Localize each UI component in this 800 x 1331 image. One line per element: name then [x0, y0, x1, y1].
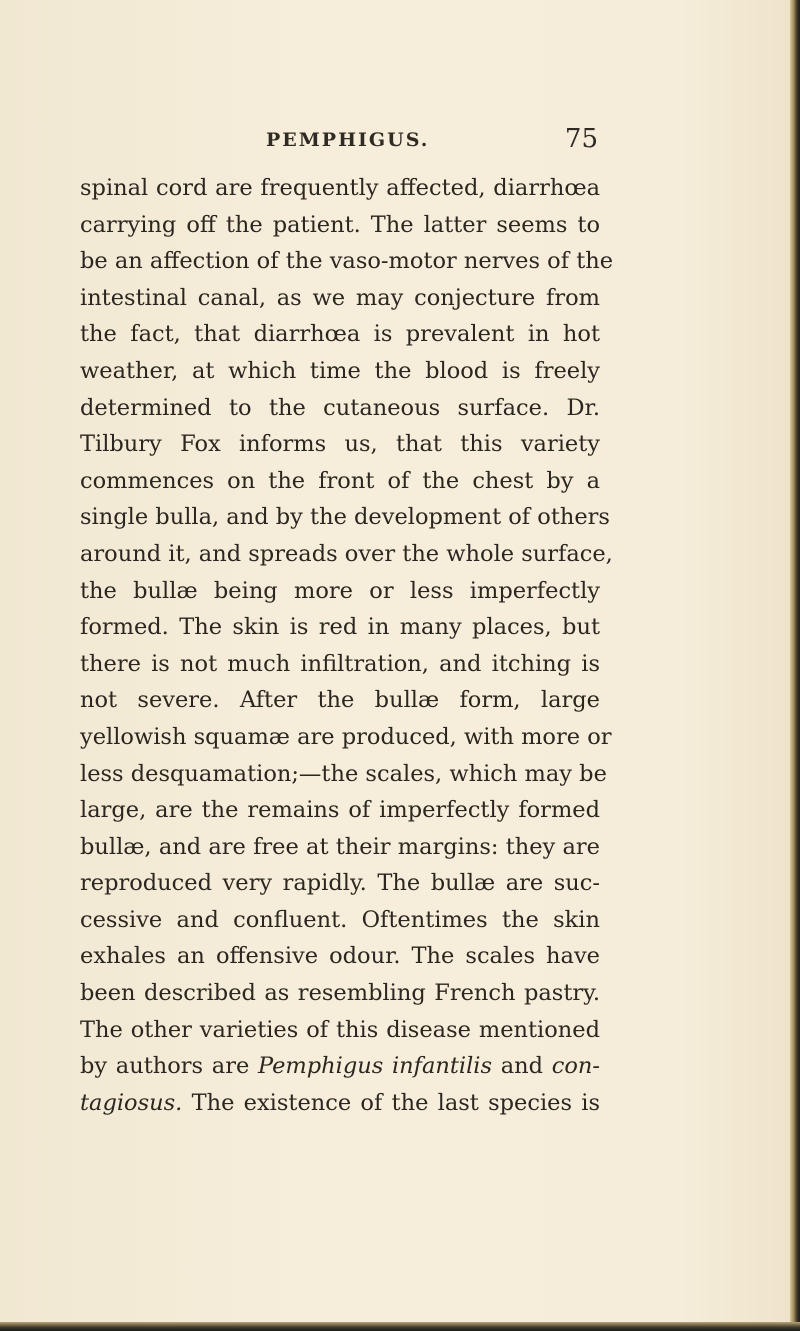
text-line: The other varieties of this disease mentioned — [80, 1016, 600, 1043]
text-line: spinal cord are frequently affected, diarrhœa — [80, 175, 600, 201]
text-line: the bullæ being more or less imperfectly — [80, 577, 600, 604]
text-line: Tilbury Fox informs us, that this variety — [80, 431, 600, 458]
text-segment: The existence of the last species is — [182, 1089, 600, 1116]
text-line: been described as resembling French pastry. — [80, 980, 600, 1007]
text-line: not severe. After the bullæ form, large — [80, 687, 600, 714]
text-line: reproduced very rapidly. The bullæ are suc- — [80, 870, 600, 897]
text-line: intestinal canal, as we may conjecture from — [80, 284, 600, 311]
text-line: yellowish squamæ are produced, with more or — [80, 723, 612, 750]
text-line: the fact, that diarrhœa is prevalent in hot — [80, 321, 600, 348]
text-line: less desquamation;—the scales, which may be — [80, 760, 607, 787]
italic-term: con- — [551, 1053, 600, 1080]
text-line: formed. The skin is red in many places, but — [80, 614, 600, 641]
text-line: exhales an offensive odour. The scales have — [80, 943, 600, 970]
text-line: commences on the front of the chest by a — [80, 467, 600, 494]
page-bottom-edge — [0, 1322, 800, 1331]
running-head — [80, 124, 600, 157]
binding-edge — [790, 0, 800, 1331]
text-line: around it, and spreads over the whole surface, — [80, 540, 613, 567]
running-title: PEMPHIGUS. — [266, 129, 430, 151]
text-line: single bulla, and by the development of others — [80, 504, 610, 531]
text-line — [80, 1048, 600, 1085]
text-line: weather, at which time the blood is freely — [80, 357, 600, 384]
page-number: 75 — [564, 124, 598, 154]
text-line — [80, 1085, 600, 1122]
body-text — [80, 170, 614, 1121]
text-line: bullæ, and are free at their margins: they are — [80, 833, 600, 860]
text-line: there is not much infiltration, and itching is — [80, 650, 600, 677]
text-segment: by authors are — [80, 1053, 258, 1080]
text-line: determined to the cutaneous surface. Dr. — [80, 394, 600, 421]
text-segment: and — [492, 1053, 552, 1080]
italic-term: tagiosus. — [80, 1089, 183, 1116]
text-line: large, are the remains of imperfectly formed — [80, 797, 600, 824]
italic-term: Pemphigus infantilis — [257, 1053, 493, 1080]
text-line: carrying off the patient. The latter seems to — [80, 211, 600, 238]
text-line: be an affection of the vaso-motor nerves of the — [80, 248, 614, 275]
text-line: cessive and confluent. Oftentimes the skin — [80, 906, 600, 933]
